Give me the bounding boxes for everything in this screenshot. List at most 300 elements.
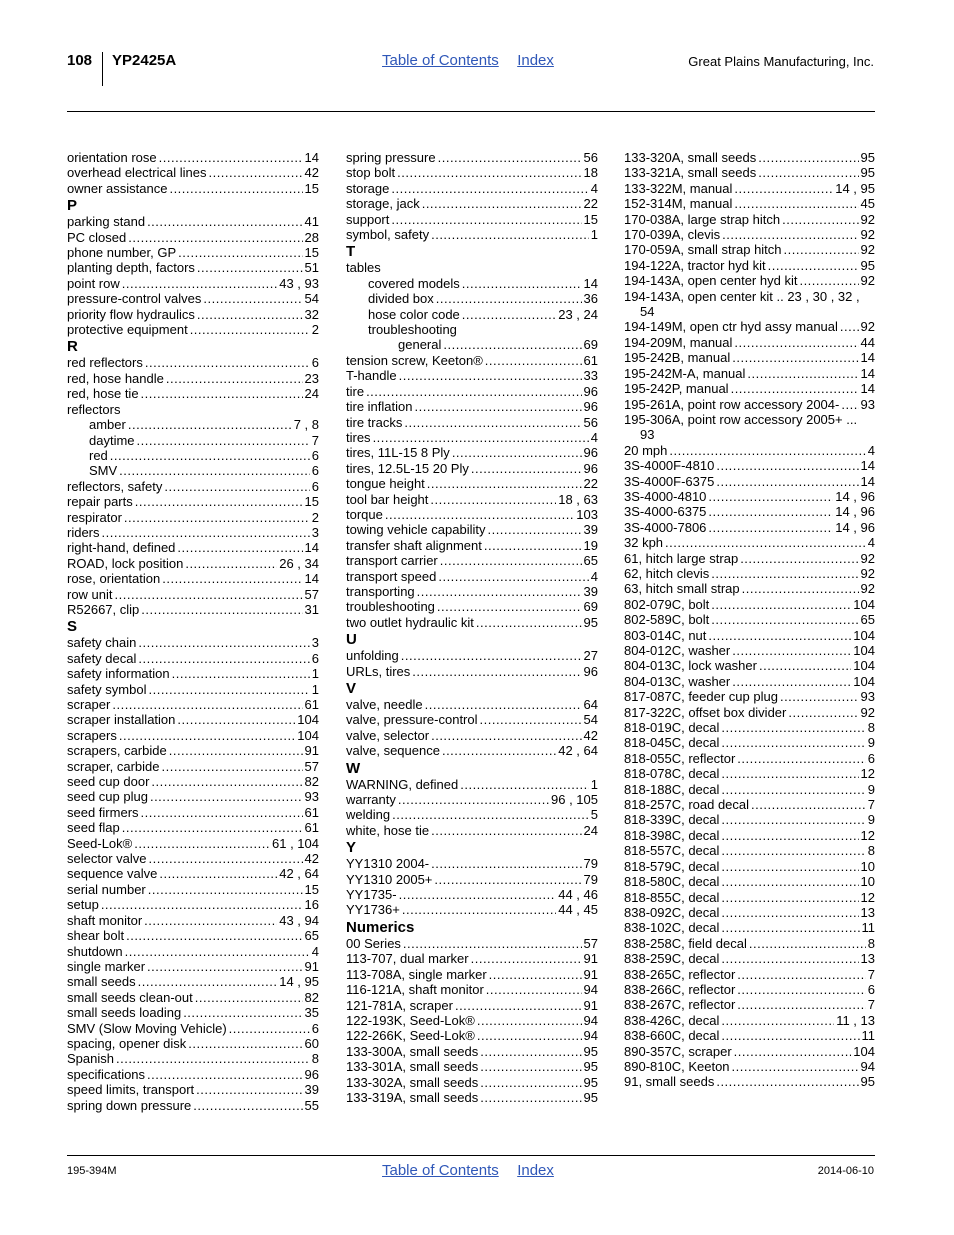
dot-leader	[434, 872, 581, 887]
index-term: right-hand, defined	[67, 540, 176, 556]
dot-leader	[480, 712, 582, 727]
dot-leader	[471, 461, 582, 476]
index-term: 3S-4000-4810	[624, 488, 707, 504]
page-reference-link[interactable]: 96	[583, 399, 598, 415]
page-reference-link[interactable]: 55	[304, 1097, 319, 1113]
page-reference-link[interactable]: 4	[867, 535, 875, 551]
page-reference-link[interactable]: 6	[867, 750, 875, 766]
index-term: sequence valve	[67, 866, 158, 882]
page-reference-link[interactable]: 10	[860, 874, 875, 890]
dot-leader	[708, 628, 851, 643]
page-reference-link[interactable]: 56	[583, 150, 598, 165]
index-term: safety chain	[67, 635, 137, 651]
dot-leader	[716, 474, 858, 489]
index-term: shutdown	[67, 943, 123, 959]
index-entry	[346, 196, 598, 211]
page-reference-link[interactable]: 23	[304, 370, 319, 386]
index-entry	[67, 1082, 319, 1097]
page-reference-link[interactable]: 6	[311, 478, 319, 494]
page-reference-link[interactable]: 14	[860, 381, 875, 397]
dot-leader	[137, 433, 310, 448]
index-term: shaft monitor	[67, 912, 143, 928]
dot-leader	[166, 371, 303, 386]
page-reference-link[interactable]: 61	[304, 820, 319, 836]
page-reference-link[interactable]: 82	[304, 989, 319, 1005]
page-reference-link[interactable]: 5	[590, 807, 598, 823]
page-reference-link[interactable]: 79	[583, 856, 598, 872]
page-reference-link[interactable]: 39	[304, 1082, 319, 1098]
index-entry	[624, 366, 875, 381]
index-term: 194-149M, open ctr hyd assy manual	[624, 319, 838, 335]
page-reference-link[interactable]: 42 , 64	[279, 866, 319, 882]
index-link[interactable]: Index	[517, 1162, 554, 1179]
page-reference-link[interactable]: 54	[304, 291, 319, 307]
index-term: 121-781A, scraper	[346, 997, 453, 1013]
page-reference-link[interactable]: 24	[583, 822, 598, 838]
page-reference-link[interactable]: 31	[304, 601, 319, 617]
index-entry	[346, 599, 598, 614]
dot-leader	[747, 366, 858, 381]
page-reference-link[interactable]: 94	[583, 1012, 598, 1028]
index-term: reflectors, safety	[67, 478, 163, 494]
index-term: 133-320A, small seeds	[624, 150, 757, 165]
page-reference-link[interactable]: 22	[583, 476, 598, 492]
index-entry	[67, 525, 319, 540]
dot-leader	[197, 260, 303, 275]
page-reference-link[interactable]: 56	[583, 414, 598, 430]
page-reference-link[interactable]: 57	[304, 758, 319, 774]
index-entry	[67, 1036, 319, 1051]
page-reference-link[interactable]: 92	[860, 319, 875, 335]
page-reference-link[interactable]: 96	[583, 663, 598, 679]
index-entry	[624, 859, 875, 874]
index-entry	[624, 597, 875, 612]
page-reference-link[interactable]: 1	[590, 776, 598, 792]
index-entry	[624, 797, 875, 812]
dot-leader	[148, 882, 303, 897]
page-reference-link[interactable]: 96	[304, 1066, 319, 1082]
page-reference-link[interactable]: 1	[311, 681, 319, 697]
index-entry	[624, 335, 875, 350]
index-entry	[624, 828, 875, 843]
page-reference-link[interactable]: 6	[311, 463, 319, 479]
page-reference-link[interactable]: 69	[583, 599, 598, 615]
page-reference-link[interactable]: 14	[304, 150, 319, 165]
toc-link[interactable]: Table of Contents	[382, 1162, 499, 1179]
index-term: 838-258C, field decal	[624, 935, 747, 951]
page-reference-link[interactable]: 95	[860, 150, 875, 165]
page-reference-link[interactable]: 11	[861, 920, 875, 936]
index-term: 802-589C, bolt	[624, 612, 710, 628]
page-reference-link[interactable]: 14	[304, 540, 319, 556]
index-term: 195-261A, point row accessory 2004-	[624, 396, 840, 412]
page-reference-link[interactable]: 14	[583, 275, 598, 291]
page-reference-link[interactable]: 92	[860, 550, 875, 566]
index-entry	[346, 445, 598, 460]
page-reference-link[interactable]: 14 , 96	[835, 519, 875, 535]
index-entry	[67, 433, 319, 448]
index-term: Spanish	[67, 1051, 114, 1067]
page-reference-link[interactable]: 6	[311, 355, 319, 371]
page-reference-link[interactable]: 3	[311, 635, 319, 651]
page-reference-link[interactable]: 7	[867, 997, 875, 1013]
index-entry	[346, 492, 598, 507]
index-entry	[67, 181, 319, 196]
dot-leader	[141, 386, 303, 401]
dot-leader	[734, 196, 858, 211]
page-reference-link[interactable]: 7	[311, 432, 319, 448]
page-reference-link[interactable]: 96	[583, 383, 598, 399]
page-reference-link[interactable]: 94	[583, 982, 598, 998]
page-reference-link[interactable]: 95	[583, 1059, 598, 1075]
page-reference-link[interactable]: 65	[304, 928, 319, 944]
page-reference-link[interactable]: 4	[867, 442, 875, 458]
index-term: valve, needle	[346, 697, 423, 712]
index-entry	[624, 181, 875, 196]
page-reference-link[interactable]: 18 , 63	[558, 491, 598, 507]
index-entry	[346, 697, 598, 712]
page-reference-link[interactable]: 14	[860, 473, 875, 489]
dot-leader	[135, 494, 303, 509]
page-reference-link[interactable]: 14 , 96	[835, 488, 875, 504]
header-rule	[67, 111, 875, 112]
page-reference-link[interactable]: 92	[860, 581, 875, 597]
page-reference-link[interactable]: 51	[304, 260, 319, 276]
page-reference-link[interactable]: 103	[576, 506, 598, 522]
dot-leader	[398, 792, 549, 807]
page-reference-link[interactable]: 18	[583, 165, 598, 181]
page-reference-link[interactable]: 14	[860, 365, 875, 381]
page-reference-link[interactable]: 65	[583, 553, 598, 569]
index-entry	[67, 866, 319, 881]
index-entry	[67, 448, 319, 463]
page-reference-link[interactable]: 4	[311, 943, 319, 959]
index-term: unfolding	[346, 648, 399, 664]
page-reference-link[interactable]: 16	[304, 897, 319, 913]
index-entry	[346, 150, 598, 165]
page-reference-link[interactable]: 104	[853, 658, 875, 674]
index-term: two outlet hydraulic kit	[346, 614, 474, 630]
page-reference-link[interactable]: 95	[583, 1074, 598, 1090]
page-reference-link[interactable]: 6	[867, 981, 875, 997]
page-reference-link[interactable]: 9	[867, 781, 875, 797]
index-term: spring down pressure	[67, 1097, 192, 1113]
page-reference-link[interactable]: 14	[860, 458, 875, 474]
index-entry	[346, 430, 598, 445]
index-term: hose color code	[368, 306, 460, 322]
index-term: 113-707, dual marker	[346, 951, 469, 967]
page-reference-link[interactable]: 93	[304, 789, 319, 805]
page-reference-link[interactable]: 92	[860, 211, 875, 227]
page-reference-link[interactable]: 41	[304, 214, 319, 230]
index-term: 890-810C, Keeton	[624, 1058, 730, 1074]
index-entry	[67, 928, 319, 943]
page-reference-link[interactable]: 69	[583, 337, 598, 353]
page-reference-link[interactable]: 104	[297, 712, 319, 728]
index-entry	[67, 371, 319, 386]
dot-leader	[721, 735, 865, 750]
page-reference-link[interactable]: 4	[590, 180, 598, 196]
dot-leader	[737, 982, 865, 997]
dot-leader	[141, 805, 303, 820]
index-section-heading: U	[346, 631, 357, 649]
index-term: 838-102C, decal	[624, 920, 720, 936]
page-reference-link[interactable]: 57	[304, 586, 319, 602]
page-reference-link[interactable]: 42 , 64	[558, 743, 598, 759]
page-reference-link[interactable]: 96	[583, 445, 598, 461]
index-term: 838-259C, decal	[624, 951, 720, 967]
index-entry: tables	[346, 260, 381, 276]
page-reference-link[interactable]: 13	[860, 904, 875, 920]
index-term: 152-314M, manual	[624, 196, 733, 212]
toc-link[interactable]: Table of Contents	[382, 52, 499, 69]
page-reference-link[interactable]: 104	[853, 627, 875, 643]
page-reference-link[interactable]: 39	[583, 522, 598, 538]
page-reference-link[interactable]: 65	[860, 612, 875, 628]
dot-leader	[840, 319, 859, 334]
index-term: 113-708A, single marker	[346, 966, 487, 982]
page-reference-link[interactable]: 95	[583, 614, 598, 630]
index-term: scraper	[67, 697, 111, 712]
dot-leader	[431, 728, 581, 743]
page-reference-link[interactable]: 61	[304, 697, 319, 712]
page-reference-link[interactable]: 15	[304, 180, 319, 196]
index-term: transporting	[346, 583, 415, 599]
page-reference-link[interactable]: 8	[867, 843, 875, 859]
page-reference-link[interactable]: 14 , 96	[835, 504, 875, 520]
page-reference-link[interactable]: 19	[583, 537, 598, 553]
index-term: single marker	[67, 958, 146, 974]
page-reference-link[interactable]: 54	[583, 712, 598, 728]
index-entry	[67, 1098, 319, 1113]
index-term: 195-242B, manual	[624, 350, 731, 366]
index-term: welding	[346, 807, 391, 823]
page-reference-link[interactable]: 13	[860, 951, 875, 967]
dot-leader	[178, 245, 302, 260]
page-reference-link[interactable]: 26 , 34	[279, 555, 319, 571]
index-entry	[346, 165, 598, 180]
index-entry	[346, 353, 598, 368]
dot-leader	[147, 1067, 302, 1082]
page-reference-link[interactable]: 24	[304, 386, 319, 402]
index-entry	[624, 1059, 875, 1074]
dot-leader	[366, 384, 581, 399]
page-reference-link[interactable]: 7	[867, 797, 875, 813]
page-reference-link[interactable]: 95	[860, 1074, 875, 1090]
page-reference-link[interactable]: 22	[583, 196, 598, 212]
page-reference-link[interactable]: 8	[867, 720, 875, 736]
page-reference-link[interactable]: 28	[304, 229, 319, 245]
dot-leader	[841, 397, 858, 412]
page-reference-link[interactable]: 23 , 24	[558, 306, 598, 322]
page-reference-link[interactable]: 92	[860, 227, 875, 243]
page-reference-link[interactable]: 42	[304, 165, 319, 181]
page-reference-link[interactable]: 4	[590, 568, 598, 584]
page-reference-link[interactable]: 11	[861, 1028, 875, 1044]
index-term: 122-193K, Seed-Lok®	[346, 1012, 475, 1028]
page-reference-link[interactable]: 104	[297, 727, 319, 743]
index-entry	[624, 474, 875, 489]
page-reference-link[interactable]: 104	[853, 596, 875, 612]
page-reference-link[interactable]: 91	[304, 743, 319, 759]
page-reference-link[interactable]: 36	[583, 291, 598, 307]
page-reference-link[interactable]: 92	[860, 273, 875, 289]
index-term: 817-322C, offset box divider	[624, 704, 787, 720]
index-entry	[624, 843, 875, 858]
dot-leader	[669, 443, 865, 458]
page-reference-link[interactable]: 14 , 95	[835, 180, 875, 196]
page-reference-link[interactable]: 45	[860, 196, 875, 212]
index-term: covered models	[368, 275, 460, 291]
page-reference-link[interactable]: 43 , 94	[279, 912, 319, 928]
page-reference-link[interactable]: 6	[311, 447, 319, 463]
page-reference-link[interactable]: 64	[583, 697, 598, 712]
page-reference-link[interactable]: 33	[583, 368, 598, 384]
page-reference-link[interactable]: 60	[304, 1035, 319, 1051]
page-reference-link[interactable]: 27	[583, 648, 598, 664]
page-reference-link[interactable]: 12	[860, 766, 875, 782]
page-reference-link[interactable]: 96	[583, 460, 598, 476]
page-reference-link[interactable]: 104	[853, 673, 875, 689]
page-reference-link[interactable]: 15	[583, 211, 598, 227]
page-reference-link[interactable]: 92	[860, 242, 875, 258]
index-link[interactable]: Index	[517, 52, 554, 69]
page-reference-link[interactable]: 93	[860, 396, 875, 412]
page-reference-link[interactable]: 35	[304, 1005, 319, 1021]
index-entry	[346, 384, 598, 399]
page-reference-link[interactable]: 91	[583, 997, 598, 1013]
page-reference-link[interactable]: 44 , 46	[558, 887, 598, 903]
index-term: 195-242M-A, manual	[624, 365, 746, 381]
page-reference-link[interactable]: 79	[583, 871, 598, 887]
index-entry	[67, 789, 319, 804]
index-entry	[67, 417, 319, 432]
page-reference-link[interactable]: 9	[867, 735, 875, 751]
page-reference-link[interactable]: 8	[867, 935, 875, 951]
page-reference-link[interactable]: 44 , 45	[558, 902, 598, 918]
page-reference-link[interactable]: 93	[860, 689, 875, 705]
index-term: tension screw, Keeton®	[346, 352, 483, 368]
page-reference-link[interactable]: 15	[304, 881, 319, 897]
index-column-3	[624, 150, 875, 1090]
page-reference-link[interactable]: 44	[860, 334, 875, 350]
page-reference-link[interactable]: 1	[590, 227, 598, 243]
page-reference-link[interactable]: 104	[853, 643, 875, 658]
page-reference-link[interactable]: 61	[304, 804, 319, 820]
index-entry	[67, 959, 319, 974]
page-reference-link[interactable]: 12	[860, 827, 875, 843]
page-reference-link[interactable]: 8	[311, 1051, 319, 1067]
dot-leader	[402, 902, 556, 917]
page-reference-link[interactable]: 6	[311, 650, 319, 666]
page-reference-link[interactable]: 104	[853, 1043, 875, 1059]
index-term: 122-266K, Seed-Lok®	[346, 1028, 475, 1044]
page-reference-link[interactable]: 82	[304, 774, 319, 790]
dot-leader	[412, 664, 581, 679]
page-reference-link[interactable]: 95	[860, 257, 875, 273]
dot-leader	[110, 448, 310, 463]
page-reference-link[interactable]: 95	[860, 165, 875, 181]
page-reference-link[interactable]: 95	[583, 1043, 598, 1059]
index-term: storage	[346, 180, 390, 196]
index-entry	[346, 951, 598, 966]
page-reference-link[interactable]: 43 , 93	[279, 275, 319, 291]
page-reference-link[interactable]: 12	[860, 889, 875, 905]
page-reference-link[interactable]: 96 , 105	[551, 792, 598, 808]
page-reference-link[interactable]: 42	[583, 727, 598, 743]
index-term: riders	[67, 524, 100, 540]
index-term: 818-579C, decal	[624, 858, 720, 874]
page-reference-link[interactable]: 91	[583, 966, 598, 982]
page-reference-link[interactable]: 14	[860, 350, 875, 366]
index-entry	[624, 920, 875, 935]
index-term: tires, 11L-15 8 Ply	[346, 445, 450, 461]
page-reference-link[interactable]: 92	[860, 565, 875, 581]
page-reference-link[interactable]: 92	[860, 704, 875, 720]
index-entry	[346, 415, 598, 430]
page-reference-link[interactable]: 1	[311, 666, 319, 682]
page-reference-link[interactable]: 91	[583, 951, 598, 967]
page-reference-link[interactable]: 61	[583, 352, 598, 368]
index-term: 194-122A, tractor hyd kit	[624, 257, 766, 273]
dot-leader	[437, 599, 582, 614]
page-reference-link[interactable]: 95	[583, 1089, 598, 1105]
index-term: 803-014C, nut	[624, 627, 707, 643]
page-reference-link[interactable]: 14	[304, 571, 319, 587]
dot-leader	[759, 658, 851, 673]
page-reference-link[interactable]: 42	[304, 851, 319, 867]
page-reference-link[interactable]: 2	[311, 509, 319, 525]
page-reference-link[interactable]: 3	[311, 524, 319, 540]
page-reference-link[interactable]: 57	[583, 935, 598, 951]
index-entry	[346, 967, 598, 982]
index-term: 133-322M, manual	[624, 180, 733, 196]
index-section-heading: V	[346, 680, 357, 697]
page-reference-link[interactable]: 15	[304, 245, 319, 261]
index-term: torque	[346, 506, 383, 522]
dot-leader	[431, 856, 581, 871]
page-reference-link[interactable]: 4	[590, 429, 598, 445]
dot-leader	[190, 322, 310, 337]
page-reference-link[interactable]: 39	[583, 583, 598, 599]
dot-leader	[159, 150, 303, 165]
index-entry	[67, 322, 319, 337]
dot-leader	[138, 974, 278, 989]
page-reference-link[interactable]: 7	[867, 966, 875, 982]
page-reference-link[interactable]: 94	[583, 1028, 598, 1044]
page-reference-link[interactable]: 61 , 104	[272, 835, 319, 851]
page-reference-link[interactable]: 9	[867, 812, 875, 828]
dot-leader	[734, 181, 833, 196]
page-reference-link[interactable]: 2	[311, 322, 319, 338]
index-term: 804-013C, washer	[624, 673, 731, 689]
dot-leader	[438, 569, 588, 584]
page-reference-link[interactable]: 11 , 13	[836, 1012, 875, 1028]
index-entry	[624, 1074, 875, 1089]
page-reference-link[interactable]: 32	[304, 306, 319, 322]
index-entry	[346, 1028, 598, 1043]
page-reference-link[interactable]: 6	[311, 1020, 319, 1036]
page-reference-link[interactable]: 91	[304, 958, 319, 974]
index-entry	[624, 319, 875, 334]
dot-leader	[721, 1013, 834, 1028]
page-reference-link[interactable]: 15	[304, 494, 319, 510]
dot-leader	[480, 1090, 581, 1105]
page-reference-link[interactable]: 94	[860, 1058, 875, 1074]
page-reference-link[interactable]: 10	[860, 858, 875, 874]
page-reference-link[interactable]: 7 , 8	[293, 417, 319, 433]
page-reference-link[interactable]: 14 , 95	[279, 974, 319, 990]
